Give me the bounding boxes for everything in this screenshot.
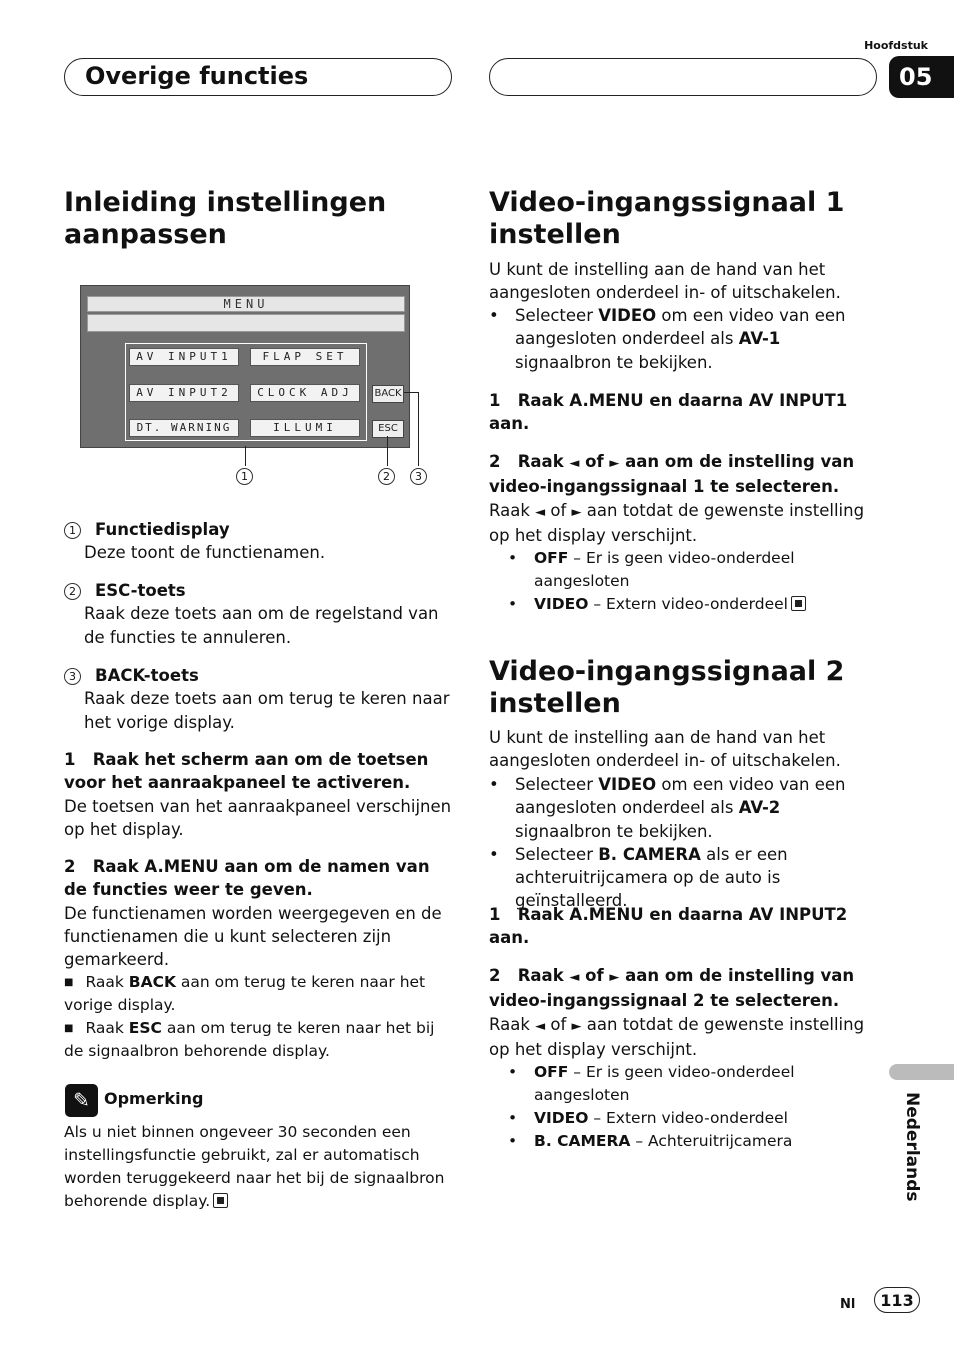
right2-step-1: 1 Raak A.MENU en daarna AV INPUT2 aan. [489,905,848,948]
option-video-2: • VIDEO – Extern video-onderdeel [508,1109,788,1128]
screen-back-button: BACK [372,385,404,403]
item-title: BACK-toets [95,666,199,685]
bullet-esc: ■ Raak ESC aan om terug te keren naar het bij de signaalbron behorende display. [64,1019,435,1061]
item-number: 1 [64,522,81,539]
right1-step-2: 2 Raak ◄ of ► aan om de instelling van video-ingangssignaal 1 te selecteren. Raak ◄ of ► aan totdat de gewenste instelling op het display verschijnt. • OFF – Er is geen video-onderdeel aangesloten • VIDEO – Extern video-onderdeel [489,450,875,616]
bullet-back: ■ Raak BACK aan om terug te keren naar het vorige display. [64,973,426,1015]
item-text: Raak deze toets aan om terug te keren naar het vorige display. [84,689,450,732]
section-title: Overige functies [85,62,309,90]
end-mark-icon [791,596,806,611]
note-pencil-icon: ✎ [65,1084,98,1117]
language-tab-marker [889,1064,954,1080]
option-video: • VIDEO – Extern video-onderdeel [489,593,875,616]
step-text: De functienamen worden weergegeven en de functienamen die u kunt selecteren zijn gemarkeerd. [64,903,442,970]
menu-screen-illustration [80,285,410,448]
screen-btn-clock-adj: CLOCK ADJ [250,384,360,402]
note-text: Als u niet binnen ongeveer 30 seconden een instellingsfunctie gebruikt, zal er automatisch worden teruggekeerd naar het bij de signaalbron behorende display. [64,1123,445,1210]
callout-line-3a [404,392,418,393]
item-title: Functiedisplay [95,520,230,539]
option-b-camera: • B. CAMERA – Achteruitrijcamera [508,1132,793,1151]
section-pill [64,58,452,96]
step-text: De toetsen van het aanraakpaneel verschijnen op het display. [64,796,452,839]
item-title: ESC-toets [95,581,186,600]
step-title: 2 Raak A.MENU aan om de namen van de functies weer te geven. [64,857,430,900]
item-text: Deze toont de functienamen. [84,543,326,563]
bullet-select-video-av1: • Selecteer VIDEO om een video van een aangesloten onderdeel als AV-1 signaalbron te bekijken. [489,306,846,372]
screen-btn-illumi: ILLUMI [250,419,360,437]
item-number: 2 [64,583,81,600]
language-tab: Nederlands [902,1092,922,1202]
option-off-2: • OFF – Er is geen video-onderdeel aangesloten [508,1063,795,1105]
bullets-select-2: • Selecteer VIDEO om een video van een aangesloten onderdeel als AV-2 signaalbron te bekijken. • Selecteer B. CAMERA als er een achteruitrijcamera op de auto is geïnstalleerd. [489,775,846,911]
left-step-2 [64,855,454,1063]
note-title: Opmerking [104,1089,204,1108]
intro-2: U kunt de instelling aan de hand van het aangesloten onderdeel in- of uitschakelen. [489,728,841,771]
chapter-number: 05 [889,56,954,98]
screen-btn-dt-warning: DT. WARNING [129,419,239,437]
heading-video-input-2: Video-ingangssignaal 2 instellen [489,656,845,719]
right2-step-2: 2 Raak ◄ of ► aan om de instelling van video-ingangssignaal 2 te selecteren. Raak ◄ of ► aan totdat de gewenste instelling op het display verschijnt. • OFF – Er is geen video-onderdeel aangesloten • VIDEO – Extern video-onderdeel • B. CAMERA – Achteruitrijcamera [489,964,875,1153]
item-esc-toets [64,579,454,649]
chapter-label: Hoofdstuk [864,39,928,52]
callout-line-2 [387,436,388,466]
page-number: 113 [874,1287,920,1313]
screen-esc-button: ESC [372,420,404,438]
screen-title-bar: MENU [87,296,405,312]
language-code: Nl [840,1297,856,1312]
screen-btn-flap-set: FLAP SET [250,348,360,366]
option-off: • OFF – Er is geen video-onderdeel aangesloten [508,549,795,591]
empty-pill [489,58,877,96]
screen-subbar [87,314,405,332]
intro-1: U kunt de instelling aan de hand van het aangesloten onderdeel in- of uitschakelen. [489,260,841,303]
item-text: Raak deze toets aan om de regelstand van de functies te annuleren. [84,604,439,647]
callout-1: 1 [236,468,253,485]
end-mark-icon [213,1193,228,1208]
heading-video-input-1: Video-ingangssignaal 1 instellen [489,187,845,250]
step-title: 1 Raak het scherm aan om de toetsen voor het aanraakpaneel te activeren. [64,750,429,793]
callout-line-3b [418,392,419,466]
callout-3: 3 [410,468,427,485]
callout-2: 2 [378,468,395,485]
item-number: 3 [64,668,81,685]
item-functiedisplay [64,518,454,565]
screen-btn-av-input1: AV INPUT1 [129,348,239,366]
left-heading: Inleiding instellingen aanpassen [64,187,387,250]
item-back-toets [64,664,454,734]
left-step-1 [64,748,454,841]
callout-line-1 [245,446,246,466]
screen-btn-av-input2: AV INPUT2 [129,384,239,402]
right1-step-1: 1 Raak A.MENU en daarna AV INPUT1 aan. [489,391,848,434]
